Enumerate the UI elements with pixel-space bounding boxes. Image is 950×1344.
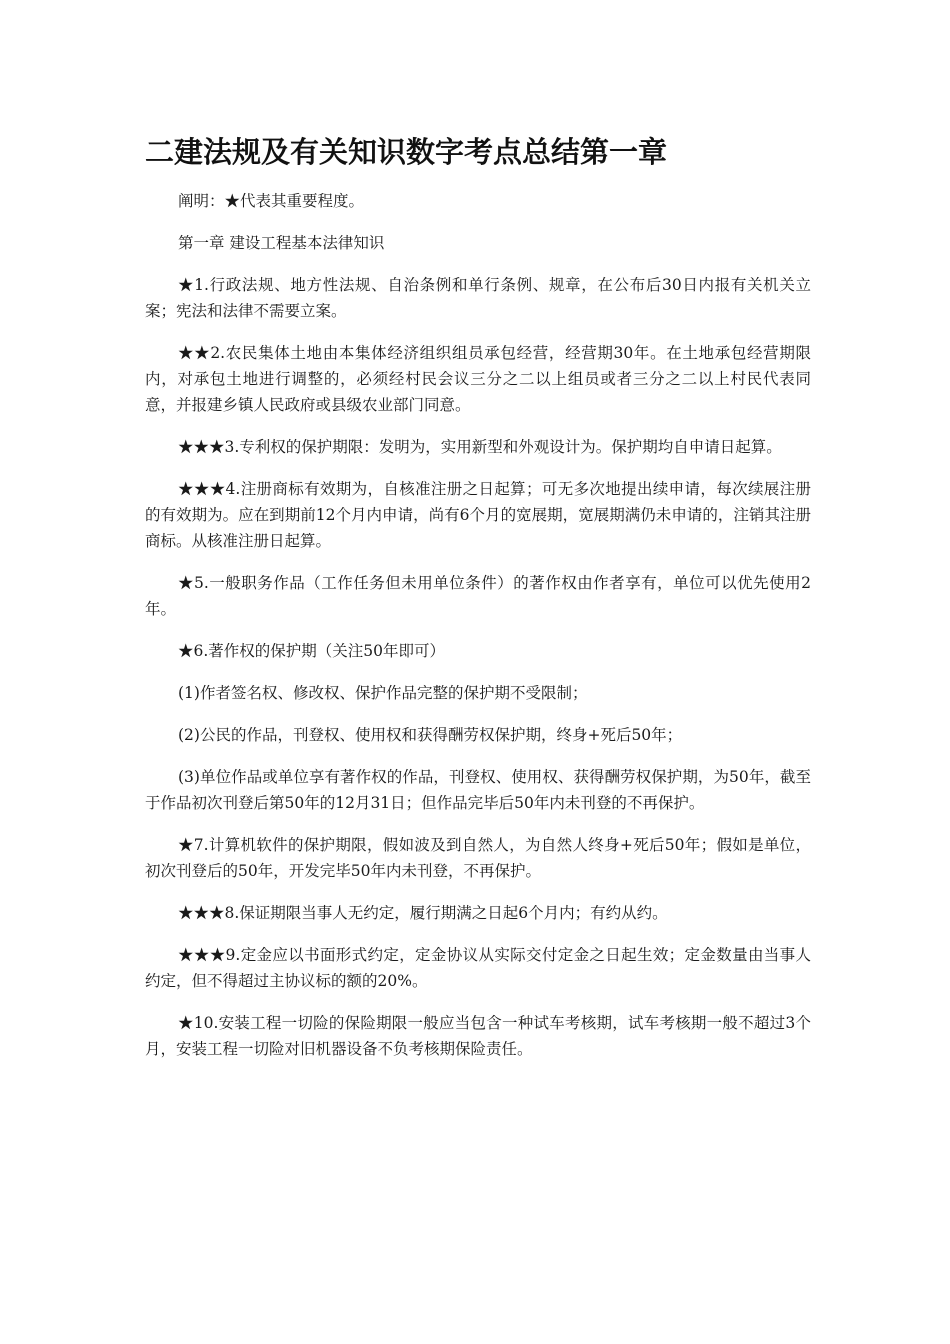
point-5: ★5.一般职务作品（工作任务但未用单位条件）的著作权由作者享有，单位可以优先使用2年。 <box>145 574 811 618</box>
chapter-heading: 第一章 建设工程基本法律知识 <box>178 234 385 252</box>
document-body <box>145 188 811 1078</box>
note-paragraph: 阐明：★代表其重要程度。 <box>178 192 365 210</box>
point-3: ★★★3.专利权的保护期限：发明为，实用新型和外观设计为。保护期均自申请日起算。 <box>178 438 782 456</box>
point-9: ★★★9.定金应以书面形式约定，定金协议从实际交付定金之日起生效；定金数量由当事人约定，但不得超过主协议标的额的20%。 <box>145 946 811 990</box>
point-4: ★★★4.注册商标有效期为，自核准注册之日起算；可无多次地提出续申请，每次续展注册的有效期为。应在到期前12个月内申请，尚有6个月的宽展期，宽展期满仍未申请的，注销其注册商标。从核准注册日起算。 <box>145 480 811 550</box>
point-2: ★★2.农民集体土地由本集体经济组织组员承包经营，经营期30年。在土地承包经营期限内，对承包土地进行调整的，必须经村民会议三分之二以上组员或者三分之二以上村民代表同意，并报建乡镇人民政府或县级农业部门同意。 <box>145 344 811 414</box>
point-8: ★★★8.保证期限当事人无约定，履行期满之日起6个月内；有约从约。 <box>178 904 668 922</box>
document-title: 二建法规及有关知识数字考点总结第一章 <box>145 135 668 169</box>
point-7: ★7.计算机软件的保护期限，假如波及到自然人，为自然人终身+死后50年；假如是单位，初次刊登后的50年，开发完毕50年内未刊登，不再保护。 <box>145 836 811 880</box>
point-6-sub-1: (1)作者签名权、修改权、保护作品完整的保护期不受限制； <box>178 684 588 702</box>
point-10: ★10.安装工程一切险的保险期限一般应当包含一种试车考核期，试车考核期一般不超过3个月，安装工程一切险对旧机器设备不负考核期保险责任。 <box>145 1014 811 1058</box>
point-6-sub-3: (3)单位作品或单位享有著作权的作品，刊登权、使用权、获得酬劳权保护期，为50年，截至于作品初次刊登后第50年的12月31日；但作品完毕后50年内未刊登的不再保护。 <box>145 768 811 812</box>
point-6: ★6.著作权的保护期（关注50年即可） <box>178 642 446 660</box>
point-6-sub-2: (2)公民的作品，刊登权、使用权和获得酬劳权保护期，终身+死后50年； <box>178 726 683 744</box>
point-1: ★1.行政法规、地方性法规、自治条例和单行条例、规章，在公布后30日内报有关机关立案；宪法和法律不需要立案。 <box>145 276 811 320</box>
